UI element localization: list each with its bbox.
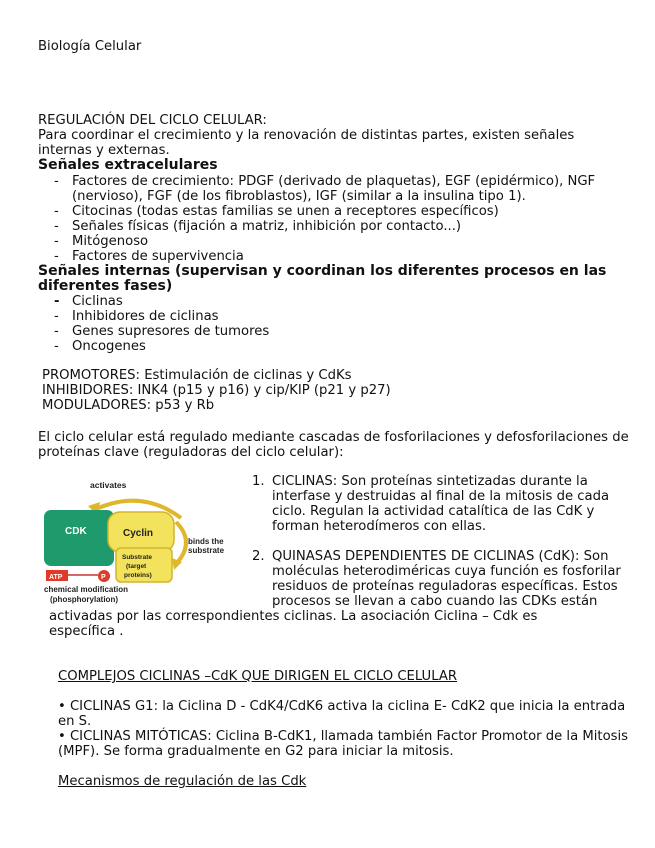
numbered-item-1-number: 1. [252, 474, 265, 489]
substrate-label-3: proteins) [124, 572, 152, 579]
binds-label-2: substrate [188, 546, 225, 555]
cascade-line-2: proteínas clave (reguladoras del ciclo celular): [38, 445, 344, 460]
complex-mitotic-line-1: • CICLINAS MITÓTICAS: Ciclina B-CdK1, llamada también Factor Promotor de la Mitosis [58, 729, 629, 744]
cascade-line-1: El ciclo celular está regulado mediante cascadas de fosforilaciones y defosforilaciones de [38, 430, 629, 445]
internal-heading-line-2: diferentes fases) [38, 278, 173, 294]
list-item: Ciclinas [72, 294, 123, 309]
numbered-item-1-line: forman heterodímeros con ellas. [272, 519, 487, 534]
list-item: Factores de supervivencia [72, 249, 244, 264]
caption-line-1: chemical modification [44, 585, 129, 594]
intro-line-1: Para coordinar el crecimiento y la renovación de distintas partes, existen señales [38, 128, 575, 143]
complexes-title: COMPLEJOS CICLINAS –CdK QUE DIRIGEN EL CICLO CELULAR [58, 669, 458, 684]
list-item: Inhibidores de ciclinas [72, 309, 219, 324]
numbered-item-2-line: procesos se llevan a cabo cuando las CDKs están [272, 594, 598, 609]
complex-g1-line-1: • CICLINAS G1: la Ciclina D - CdK4/CdK6 activa la ciclina E- CdK2 que inicia la entrada [58, 699, 626, 714]
document-header: Biología Celular [38, 39, 142, 54]
cdk-block [44, 510, 114, 566]
mechanisms-title: Mecanismos de regulación de las Cdk [58, 774, 307, 789]
numbered-item-2-wrap: activadas por las correspondientes ciclinas. La asociación Ciclina – Cdk es [49, 609, 538, 624]
cyclin-label: Cyclin [123, 528, 154, 539]
substrate-label-2: (target [126, 563, 147, 570]
list-item-cont: (nervioso), FGF (de los fibroblastos), IGF (similar a la insulina tipo 1). [72, 189, 526, 204]
list-item: Mitógenoso [72, 234, 149, 249]
extracellular-heading: Señales extracelulares [38, 157, 218, 173]
inhibidores-line: INHIBIDORES: INK4 (p15 y p16) y cip/KIP (p21 y p27) [42, 383, 391, 398]
list-item: Factores de crecimiento: PDGF (derivado de plaquetas), EGF (epidérmico), NGF [72, 174, 596, 189]
numbered-item-2-number: 2. [252, 549, 265, 564]
complex-mitotic-line-2: (MPF). Se forma gradualmente en G2 para iniciar la mitosis. [58, 744, 454, 759]
list-item: Oncogenes [72, 339, 146, 354]
list-item: Genes supresores de tumores [72, 324, 270, 339]
binds-arrow [176, 522, 186, 564]
section-title: REGULACIÓN DEL CICLO CELULAR: [38, 113, 267, 128]
numbered-item-1-line: CICLINAS: Son proteínas sintetizadas durante la [272, 474, 588, 489]
numbered-item-2-wrap: específica . [49, 624, 124, 639]
intro-line-2: internas y externas. [38, 143, 170, 158]
numbered-item-2-line: moléculas heterodiméricas cuya función es fosforilar [272, 564, 621, 579]
list-item: Señales físicas (fijación a matriz, inhibición por contacto...) [72, 219, 462, 234]
activates-label: activates [90, 480, 127, 490]
numbered-item-2-line: residuos de proteínas reguladoras específicas. Estos [272, 579, 618, 594]
list-item: Citocinas (todas estas familias se unen a receptores específicos) [72, 204, 499, 219]
moduladores-line: MODULADORES: p53 y Rb [42, 398, 215, 413]
substrate-label: Substrate [122, 554, 152, 561]
numbered-item-1-line: ciclo. Regulan la actividad catalítica de las CdK y [272, 504, 595, 519]
binds-label-1: binds the [188, 537, 224, 546]
complex-g1-line-2: en S. [58, 714, 92, 729]
promotores-line: PROMOTORES: Estimulación de ciclinas y CdKs [42, 368, 352, 383]
internal-heading-line-1: Señales internas (supervisan y coordinan los diferentes procesos en las [38, 263, 607, 279]
numbered-item-1-line: interfase y destruidas al final de la mitosis de cada [272, 489, 610, 504]
numbered-item-2-line: QUINASAS DEPENDIENTES DE CICLINAS (CdK): Son [272, 549, 609, 564]
p-label: P [101, 574, 106, 581]
cdk-label: CDK [65, 526, 87, 537]
cdk-cyclin-diagram [36, 474, 252, 608]
atp-label: ATP [49, 574, 63, 581]
caption-line-2: (phosphorylation) [50, 595, 118, 604]
